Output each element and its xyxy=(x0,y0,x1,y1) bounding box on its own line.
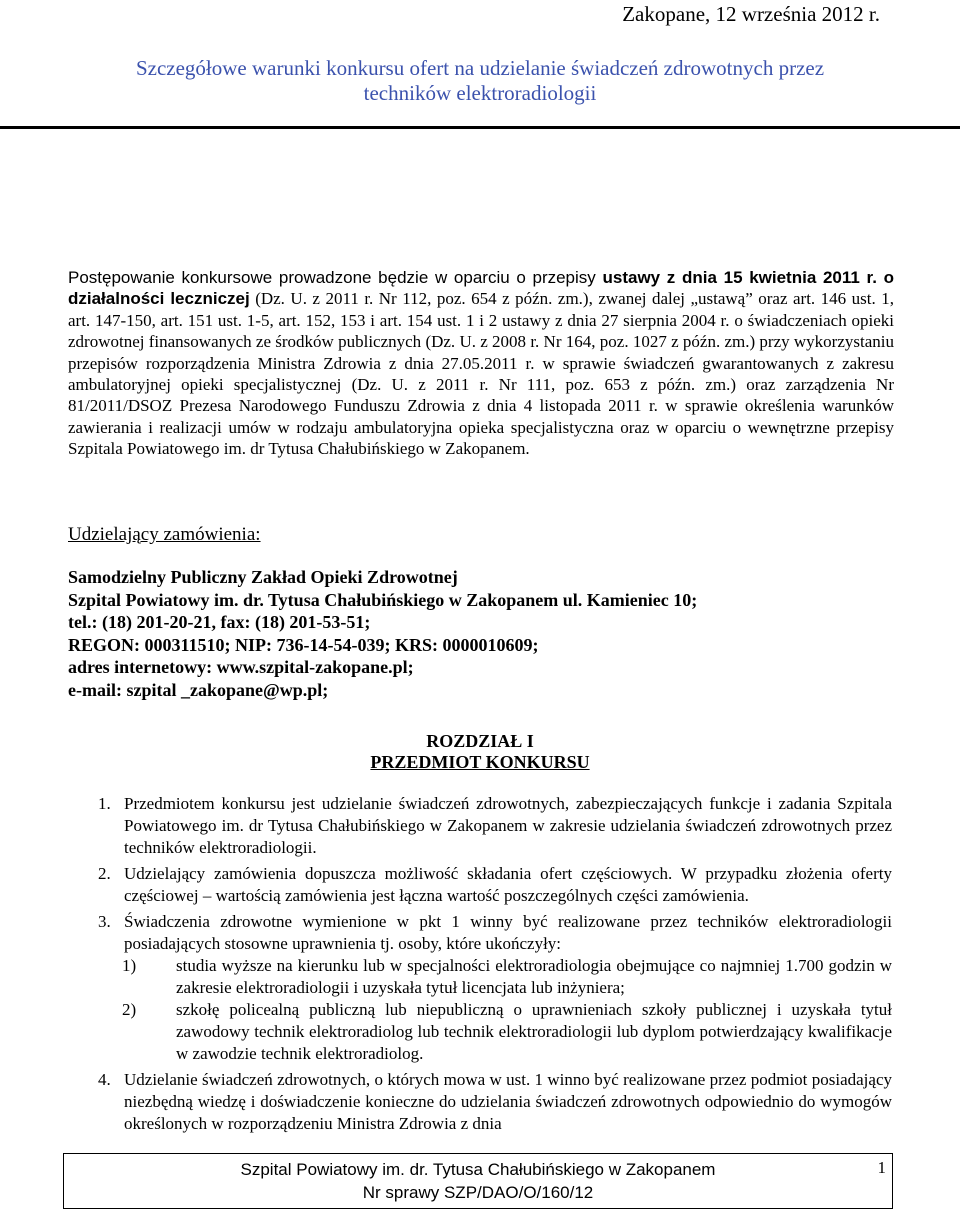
page-footer xyxy=(63,1153,893,1209)
list-number: 4. xyxy=(98,1070,111,1089)
sub-list-text: studia wyższe na kierunku lub w specjalności elektroradiologia obejmujące co najmniej 1.700 godzin w zakresie elektroradiologii i uzyskała tytuł licencjata lub inżyniera; xyxy=(176,956,892,997)
list-number: 2. xyxy=(98,864,111,883)
title-line-2: techników elektroradiologii xyxy=(363,81,597,105)
contact-line: Samodzielny Publiczny Zakład Opieki Zdrowotnej xyxy=(68,567,458,587)
intro-text-body: (Dz. U. z 2011 r. Nr 112, poz. 654 z późn. zm.), zwanej dalej „ustawą” oraz art. 146 ust. 1, art. 147-150, art. 151 ust. 1-5, art. 152, 153 i art. 154 ust. 1 i 2 ustawy z dnia 27 sierpnia 2004 r. o świadczeniach opieki zdrowotnej finansowanych ze środków publicznych (Dz. U. z 2008 r. Nr 164, poz. 1027 z późn. zm.) przy wykorzystaniu przepisów rozporządzenia Ministra Zdrowia z dnia 27.05.2011 r. w sprawie świadczeń gwarantowanych z zakresu ambulatoryjnej opieki specjalistycznej (Dz. U. z 2011 r. Nr 111, poz. 653 z późn. zm.) oraz zarządzenia Nr 81/2011/DSOZ Prezesa Narodowego Funduszu Zdrowia z dnia 4 listopada 2011 r. w sprawie określenia warunków zawierania i realizacji umów w rodzaju ambulatoryjna opieka specjalistyczna oraz w oparciu o wewnętrzne przepisy Szpitala Powiatowego im. dr Tytusa Chałubińskiego w Zakopanem. xyxy=(68,289,894,459)
list-item xyxy=(98,911,892,1065)
list-number: 1. xyxy=(98,794,111,813)
ordering-party-details xyxy=(68,566,697,701)
intro-text-lead: Postępowanie konkursowe prowadzone będzie w oparciu o przepisy xyxy=(68,268,603,287)
sub-list xyxy=(124,955,892,1065)
chapter-number: ROZDZIAŁ I xyxy=(426,731,534,751)
list-item xyxy=(98,1069,892,1135)
list-text: Udzielanie świadczeń zdrowotnych, o których mowa w ust. 1 winno być realizowane przez podmiot posiadający niezbędną wiedzę i doświadczenie konieczne do udzielania świadczeń zdrowotnych odpowiednio do wymogów określonych w rozporządzeniu Ministra Zdrowia z dnia xyxy=(124,1070,892,1133)
sub-list-item xyxy=(124,999,892,1065)
document-title xyxy=(0,56,960,106)
sub-list-text: szkołę policealną publiczną lub niepubliczną o uprawnieniach szkoły publicznej i uzyskała tytuł zawodowy technik elektroradiolog lub technik elektroradiologii lub dyplom potwierdzający kwalifikacje w zawodzie technik elektroradiolog. xyxy=(176,1000,892,1063)
footer-hospital: Szpital Powiatowy im. dr. Tytusa Chałubińskiego w Zakopanem xyxy=(240,1160,716,1179)
chapter-name: PRZEDMIOT KONKURSU xyxy=(370,752,590,772)
list-item xyxy=(98,863,892,907)
intro-text-act: ustawy z dnia 15 kwietnia 2011 r. o działalności leczniczej xyxy=(68,268,894,309)
page-number: 1 xyxy=(877,1158,886,1177)
horizontal-rule xyxy=(0,126,960,129)
list-text: Udzielający zamówienia dopuszcza możliwość składania ofert częściowych. W przypadku złożenia oferty częściowej – wartością zamówienia jest łączna wartość poszczególnych części zamówienia. xyxy=(124,864,892,905)
chapter-heading xyxy=(0,731,960,773)
intro-paragraph xyxy=(68,267,894,460)
list-text: Świadczenia zdrowotne wymienione w pkt 1 winny być realizowane przez techników elektroradiologii posiadających stosowne uprawnienia tj. osoby, które ukończyły: xyxy=(124,912,892,953)
contact-line: Szpital Powiatowy im. dr. Tytusa Chałubińskiego w Zakopanem ul. Kamieniec 10; xyxy=(68,589,698,610)
numbered-list xyxy=(98,793,892,1139)
contact-line: e-mail: szpital _zakopane@wp.pl; xyxy=(68,679,329,700)
footer-case-number: Nr sprawy SZP/DAO/O/160/12 xyxy=(362,1183,594,1202)
contact-line: REGON: 000311510; NIP: 736-14-54-039; KRS: 0000010609; xyxy=(68,634,539,655)
list-text: Przedmiotem konkursu jest udzielanie świadczeń zdrowotnych, zabezpieczających funkcje i zadania Szpitala Powiatowego im. dr Tytusa Chałubińskiego w Zakopanem w zakresie udzielania świadczeń zdrowotnych przez techników elektroradiologii. xyxy=(124,794,892,857)
sub-list-number: 2) xyxy=(122,1000,137,1019)
contact-line: tel.: (18) 201-20-21, fax: (18) 201-53-51; xyxy=(68,612,371,632)
ordering-party-heading: Udzielający zamówienia: xyxy=(68,524,261,545)
title-line-1: Szczegółowe warunki konkursu ofert na udzielanie świadczeń zdrowotnych przez xyxy=(135,56,825,80)
sub-list-item xyxy=(124,955,892,999)
contact-line: adres internetowy: www.szpital-zakopane.pl; xyxy=(68,657,414,677)
list-number: 3. xyxy=(98,912,111,931)
list-item xyxy=(98,793,892,859)
sub-list-number: 1) xyxy=(122,956,137,975)
document-date: Zakopane, 12 września 2012 r. xyxy=(622,2,880,26)
